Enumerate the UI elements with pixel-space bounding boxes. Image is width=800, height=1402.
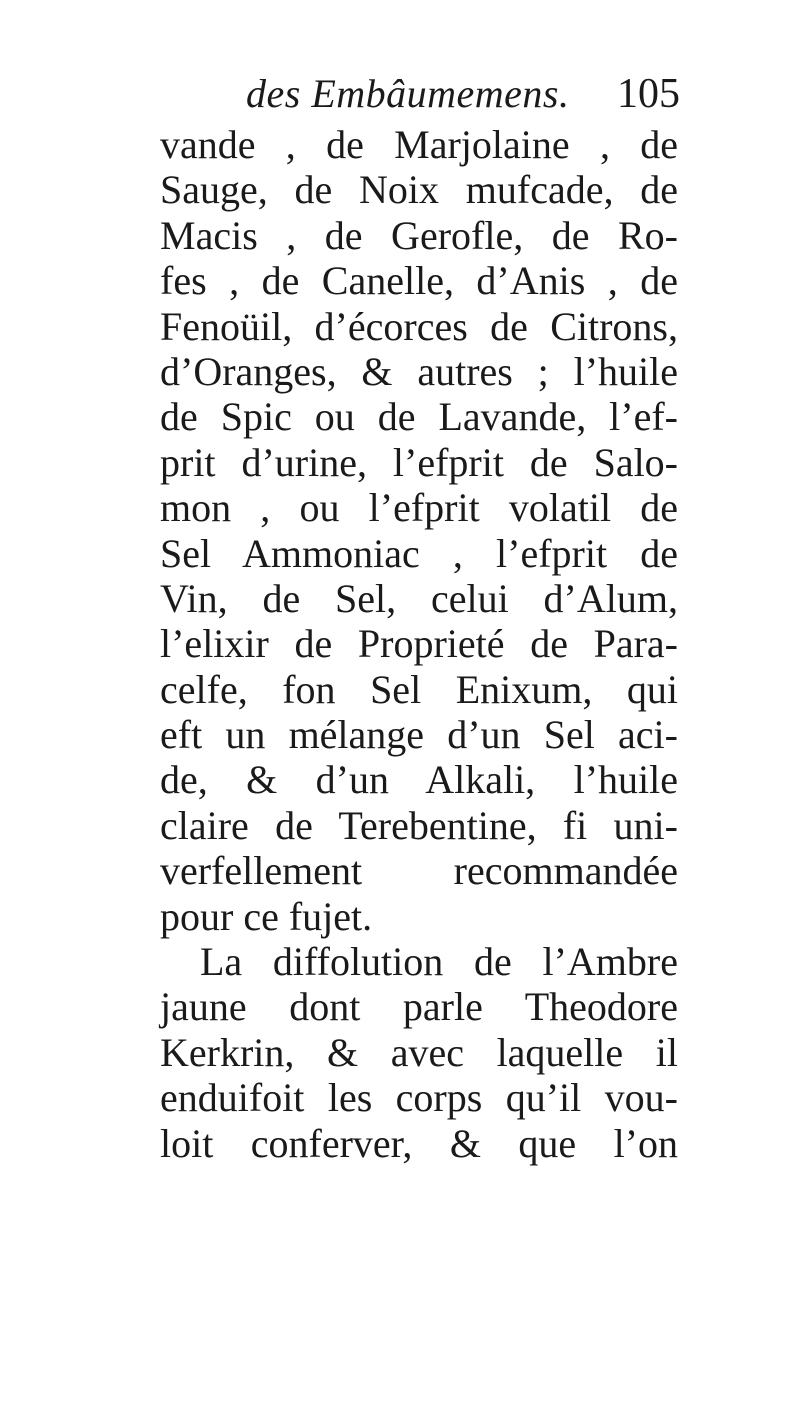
text-line: prit d’urine, l’efprit de Salo- xyxy=(160,439,678,485)
text-line: eft un mélange d’un Sel aci- xyxy=(160,712,678,758)
text-line: Kerkrin, & avec laquelle il xyxy=(160,1029,678,1075)
text-line: enduifoit les corps qu’il vou- xyxy=(160,1075,678,1121)
text-line: vande , de Marjolaine , de xyxy=(160,122,678,167)
text-line: d’Oranges, & autres ; l’huile xyxy=(160,348,678,394)
text-line: Sauge, de Noix mufcade, de xyxy=(160,167,678,213)
text-line: Fenoüil, d’écorces de Citrons, xyxy=(160,303,678,349)
text-line: celfe, fon Sel Enixum, qui xyxy=(160,666,678,712)
running-title: des Embâumemens. xyxy=(246,71,570,116)
text-line: Vin, de Sel, celui d’Alum, xyxy=(160,575,678,621)
text-line: mon , ou l’efprit volatil de xyxy=(160,485,678,531)
page-header xyxy=(160,70,680,130)
body-text xyxy=(160,122,678,1166)
text-line: claire de Terebentine, fi uni- xyxy=(160,802,678,848)
paragraph-start-line: La diffolution de l’Ambre xyxy=(200,939,678,985)
text-line: verfellement recommandée xyxy=(160,848,678,894)
text-line: jaune dont parle Theodore xyxy=(160,984,678,1030)
paragraph-end-line: pour ce fujet. xyxy=(160,893,373,939)
text-line: de Spic ou de Lavande, l’ef- xyxy=(160,394,678,440)
text-line: de, & d’un Alkali, l’huile xyxy=(160,757,678,803)
text-line: Sel Ammoniac , l’efprit de xyxy=(160,530,678,576)
page-number: 105 xyxy=(617,71,680,117)
text-line: loit conferver, & que l’on xyxy=(160,1120,678,1166)
text-line: Macis , de Gerofle, de Ro- xyxy=(160,212,678,258)
text-line: l’elixir de Proprieté de Para- xyxy=(160,621,678,667)
text-line: fes , de Canelle, d’Anis , de xyxy=(160,258,678,304)
